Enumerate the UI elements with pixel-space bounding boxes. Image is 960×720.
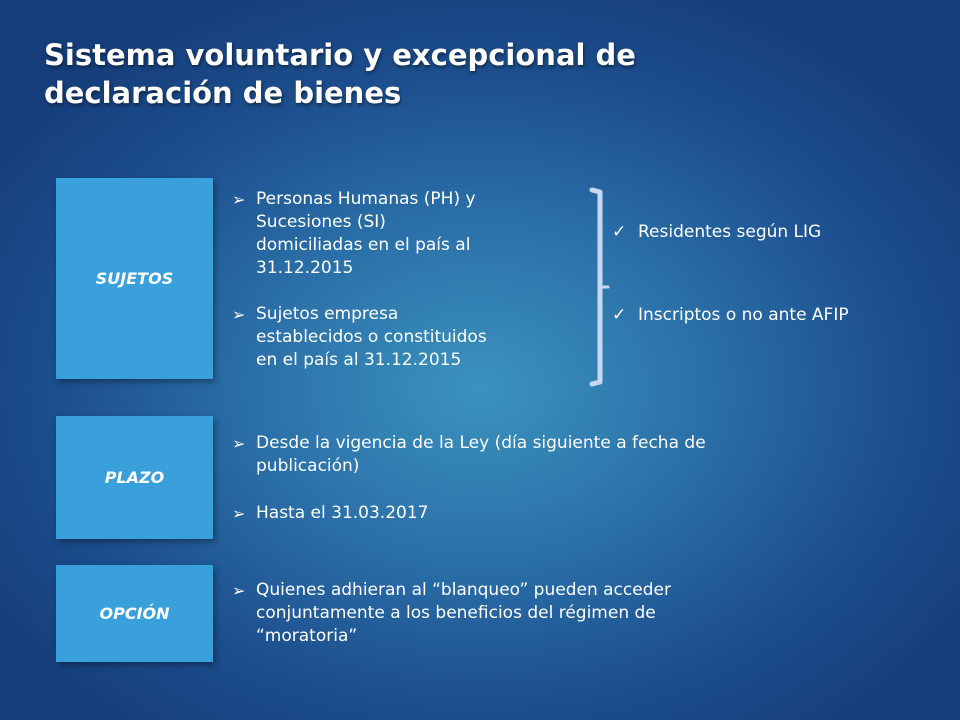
- plazo-item-2-text: Hasta el 31.03.2017: [256, 503, 429, 523]
- checkmark-icon: ✓: [612, 305, 627, 325]
- checkmark-icon: ✓: [612, 222, 627, 242]
- page-title: [44, 36, 904, 112]
- opcion-box: [56, 565, 213, 662]
- sujetos-item-2: [232, 303, 592, 372]
- opcion-item-1-text: Quienes adhieran al “blanqueo” pueden acceder conjuntamente a los beneficios del régimen de “moratoria”: [256, 580, 671, 646]
- arrow-bullet-icon: ➢: [232, 504, 246, 523]
- page-title-line-2: declaración de bienes: [44, 76, 402, 110]
- arrow-bullet-icon: ➢: [232, 434, 246, 453]
- opcion-label: OPCIÓN: [99, 604, 170, 623]
- arrow-bullet-icon: ➢: [232, 305, 246, 324]
- plazo-item-2: [232, 502, 732, 525]
- sujetos-check-1: [612, 222, 821, 242]
- sujetos-check-1-text: Residentes según LIG: [638, 222, 822, 242]
- opcion-item-1: [232, 579, 932, 648]
- arrow-bullet-icon: ➢: [232, 190, 246, 209]
- sujetos-check-2: [612, 305, 849, 325]
- sujetos-check-2-text: Inscriptos o no ante AFIP: [638, 305, 849, 325]
- plazo-box: [56, 416, 213, 539]
- bracket-icon: [588, 186, 618, 388]
- arrow-bullet-icon: ➢: [232, 581, 246, 600]
- sujetos-item-1-text: Personas Humanas (PH) y Sucesiones (SI) domiciliadas en el país al 31.12.2015: [256, 189, 476, 278]
- sujetos-item-2-text: Sujetos empresa establecidos o constituidos en el país al 31.12.2015: [256, 304, 487, 370]
- sujetos-box: [56, 178, 213, 379]
- page-title-line-1: Sistema voluntario y excepcional de: [44, 38, 636, 72]
- plazo-label: PLAZO: [104, 468, 165, 487]
- sujetos-label: SUJETOS: [95, 269, 174, 288]
- sujetos-item-1: [232, 188, 592, 280]
- plazo-item-1-text: Desde la vigencia de la Ley (día siguiente a fecha de publicación): [256, 433, 706, 476]
- plazo-item-1: [232, 432, 922, 478]
